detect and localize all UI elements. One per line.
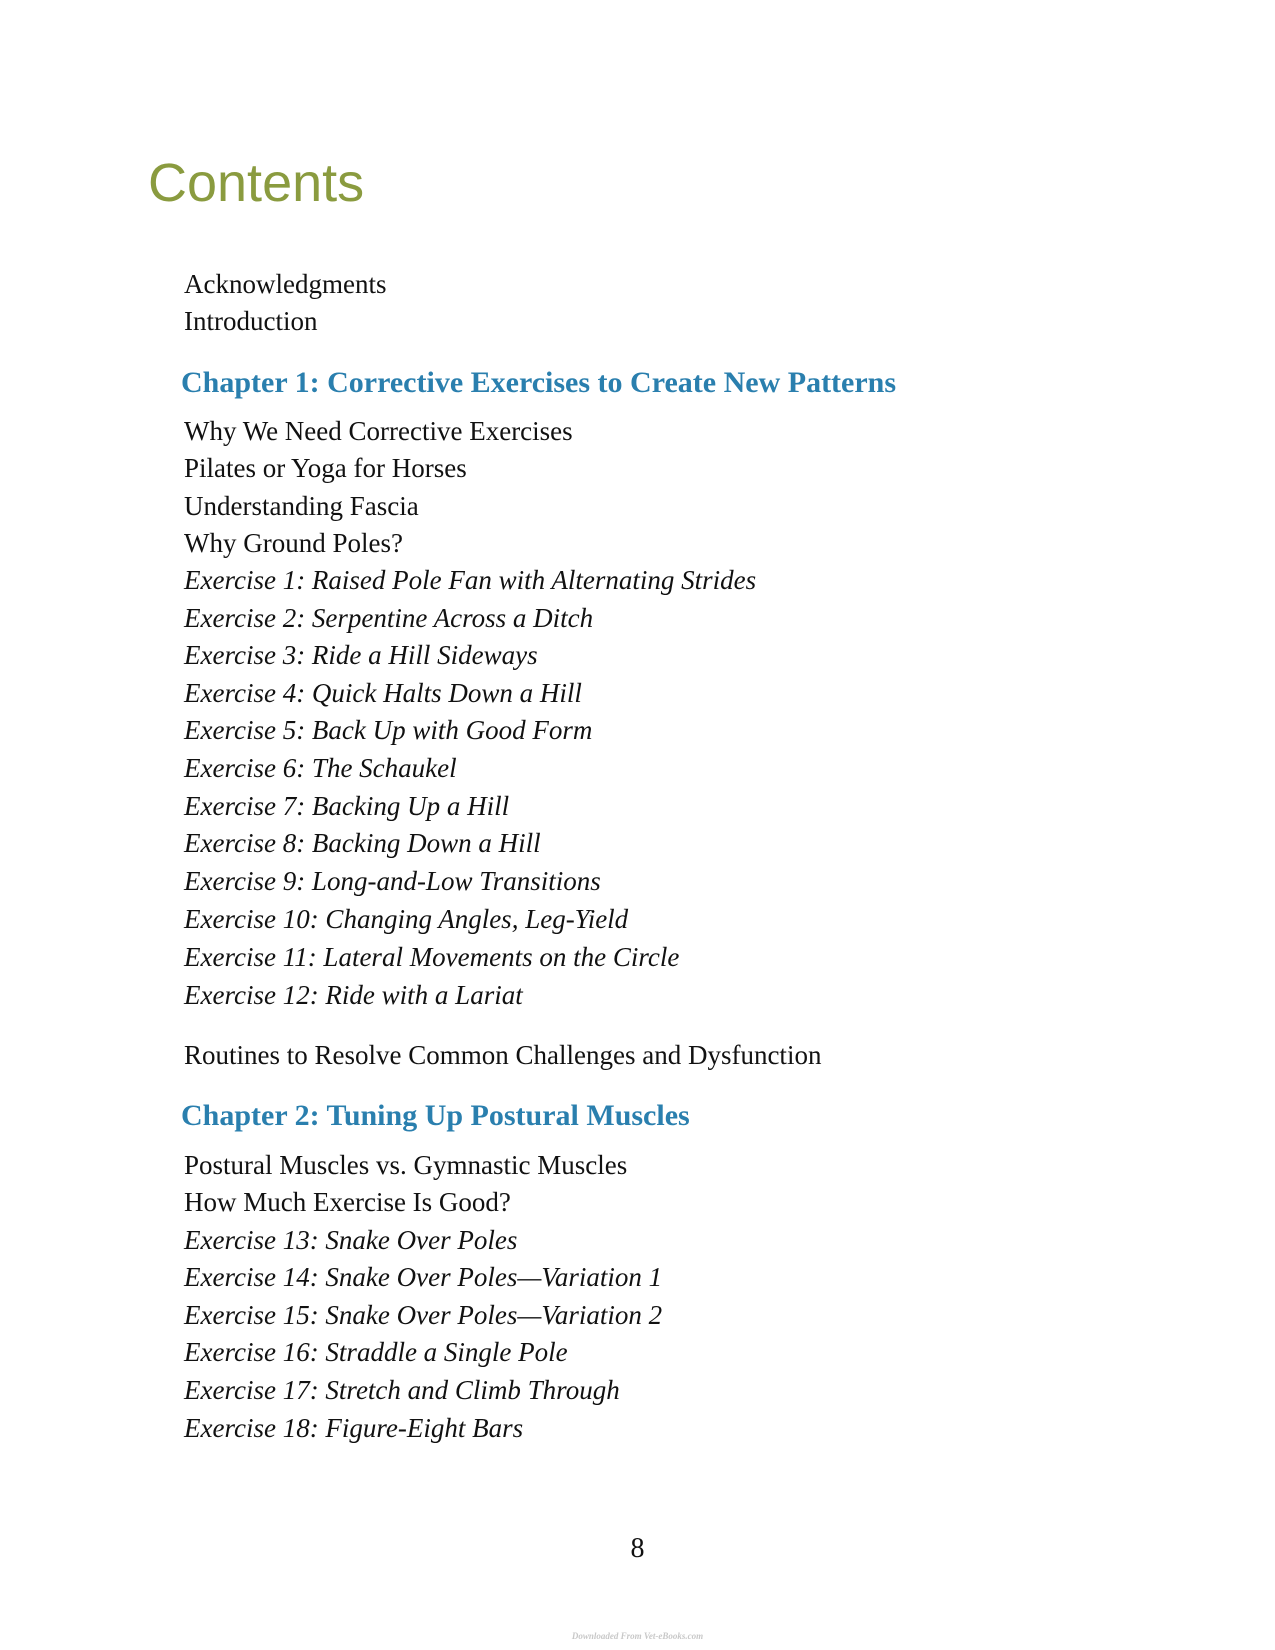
toc-entry-exercise[interactable]: Exercise 15: Snake Over Poles—Variation 2	[184, 1300, 663, 1330]
toc-entry-exercise[interactable]: Exercise 2: Serpentine Across a Ditch	[184, 603, 594, 633]
toc-entry-section[interactable]: Why Ground Poles?	[184, 528, 403, 558]
toc-entry-section[interactable]: Pilates or Yoga for Horses	[184, 453, 467, 483]
toc-entry-exercise[interactable]: Exercise 6: The Schaukel	[184, 753, 457, 783]
toc-entry-section[interactable]: Understanding Fascia	[184, 491, 419, 521]
toc-entry-exercise[interactable]: Exercise 16: Straddle a Single Pole	[184, 1337, 568, 1367]
toc-entry-routines[interactable]: Routines to Resolve Common Challenges and Dysfunction	[184, 1040, 822, 1070]
chapter-2-heading[interactable]: Chapter 2: Tuning Up Postural Muscles	[181, 1099, 690, 1132]
toc-entry-exercise[interactable]: Exercise 4: Quick Halts Down a Hill	[184, 678, 582, 708]
toc-entry-exercise[interactable]: Exercise 9: Long-and-Low Transitions	[184, 866, 601, 896]
toc-entry-exercise[interactable]: Exercise 8: Backing Down a Hill	[184, 828, 541, 858]
page-number: 8	[630, 1533, 645, 1564]
toc-entry-exercise[interactable]: Exercise 3: Ride a Hill Sideways	[184, 640, 538, 670]
toc-entry-exercise[interactable]: Exercise 5: Back Up with Good Form	[184, 715, 593, 745]
toc-entry-acknowledgments[interactable]: Acknowledgments	[184, 269, 387, 299]
toc-entry-exercise[interactable]: Exercise 17: Stretch and Climb Through	[184, 1375, 620, 1405]
toc-entry-exercise[interactable]: Exercise 10: Changing Angles, Leg-Yield	[184, 904, 629, 934]
toc-entry-section[interactable]: Why We Need Corrective Exercises	[184, 416, 573, 446]
toc-entry-exercise[interactable]: Exercise 14: Snake Over Poles—Variation 1	[184, 1262, 663, 1292]
page-title: Contents	[148, 153, 365, 213]
toc-entry-exercise[interactable]: Exercise 12: Ride with a Lariat	[184, 980, 523, 1010]
toc-entry-exercise[interactable]: Exercise 18: Figure-Eight Bars	[184, 1413, 524, 1443]
watermark: Downloaded From Vet-eBooks.com	[571, 1631, 704, 1641]
toc-entry-section[interactable]: How Much Exercise Is Good?	[184, 1187, 511, 1217]
toc-entry-exercise[interactable]: Exercise 13: Snake Over Poles	[184, 1225, 518, 1255]
toc-entry-introduction[interactable]: Introduction	[184, 306, 318, 336]
toc-entry-exercise[interactable]: Exercise 7: Backing Up a Hill	[184, 791, 510, 821]
toc-entry-exercise[interactable]: Exercise 11: Lateral Movements on the Circle	[184, 942, 680, 972]
chapter-1-heading[interactable]: Chapter 1: Corrective Exercises to Create New Patterns	[181, 366, 897, 399]
toc-entry-exercise[interactable]: Exercise 1: Raised Pole Fan with Alternating Strides	[184, 565, 757, 595]
toc-entry-section[interactable]: Postural Muscles vs. Gymnastic Muscles	[184, 1150, 628, 1180]
